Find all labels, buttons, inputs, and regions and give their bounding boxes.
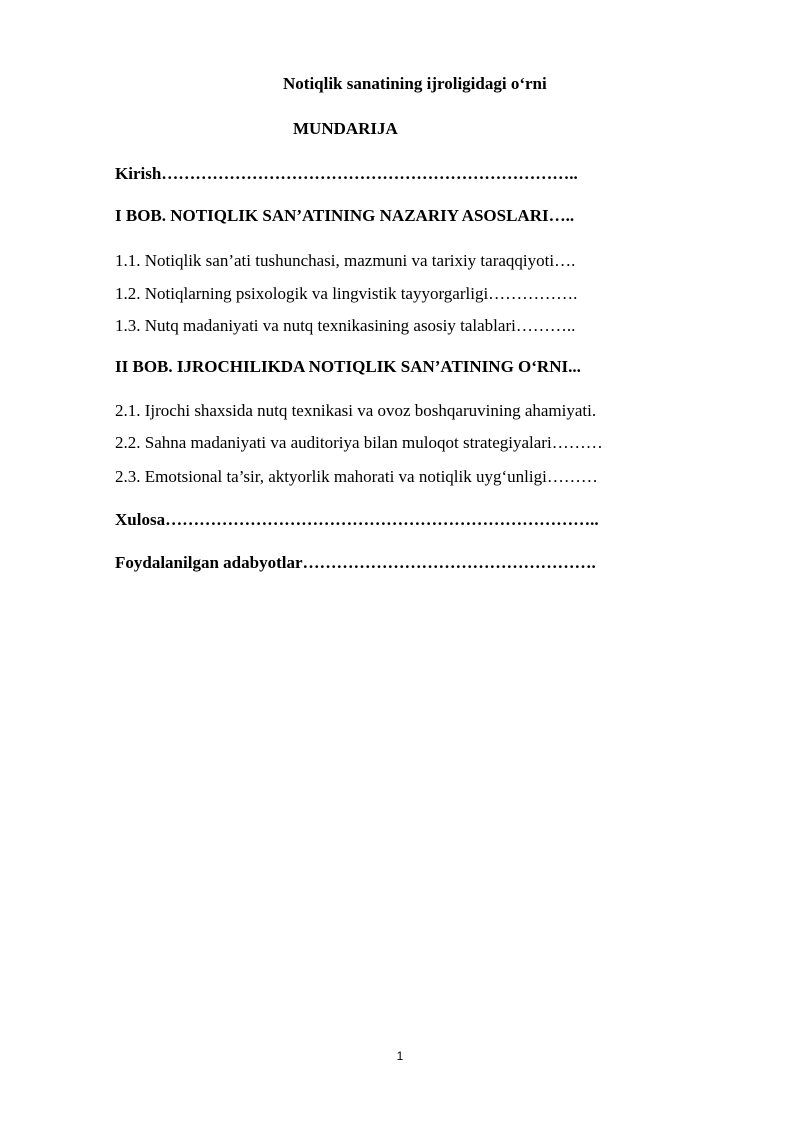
toc-entry-2-2: 2.2. Sahna madaniyati va auditoriya bilan muloqot strategiyalari………	[115, 433, 603, 452]
toc-entry-2-3: 2.3. Emotsional ta’sir, aktyorlik mahorati va notiqlik uyg‘unligi………	[115, 467, 598, 486]
toc-entry-bibliography: Foydalanilgan adabyotlar…………………………………………….	[115, 553, 596, 572]
toc-entry-1-3: 1.3. Nutq madaniyati va nutq texnikasining asosiy talablari………..	[115, 316, 576, 335]
page-number: 1	[396, 1049, 404, 1063]
toc-entry-kirish: Kirish………………………………………………………………..	[115, 164, 578, 183]
toc-entry-2-1: 2.1. Ijrochi shaxsida nutq texnikasi va ovoz boshqaruvining ahamiyati.	[115, 401, 597, 420]
toc-entry-1-1: 1.1. Notiqlik san’ati tushunchasi, mazmuni va tarixiy taraqqiyoti….	[115, 251, 576, 270]
toc-heading: MUNDARIJA	[293, 119, 398, 138]
toc-entry-chapter-2: II BOB. IJROCHILIKDA NOTIQLIK SAN’ATINING O‘RNI...	[115, 357, 581, 376]
toc-entry-xulosa: Xulosa…………………………………………………………………..	[115, 510, 599, 529]
toc-entry-1-2: 1.2. Notiqlarning psixologik va lingvistik tayyorgarligi…………….	[115, 284, 578, 303]
document-title: Notiqlik sanatining ijroligidagi o‘rni	[283, 74, 547, 93]
toc-entry-chapter-1: I BOB. NOTIQLIK SAN’ATINING NAZARIY ASOSLARI…..	[115, 206, 575, 225]
